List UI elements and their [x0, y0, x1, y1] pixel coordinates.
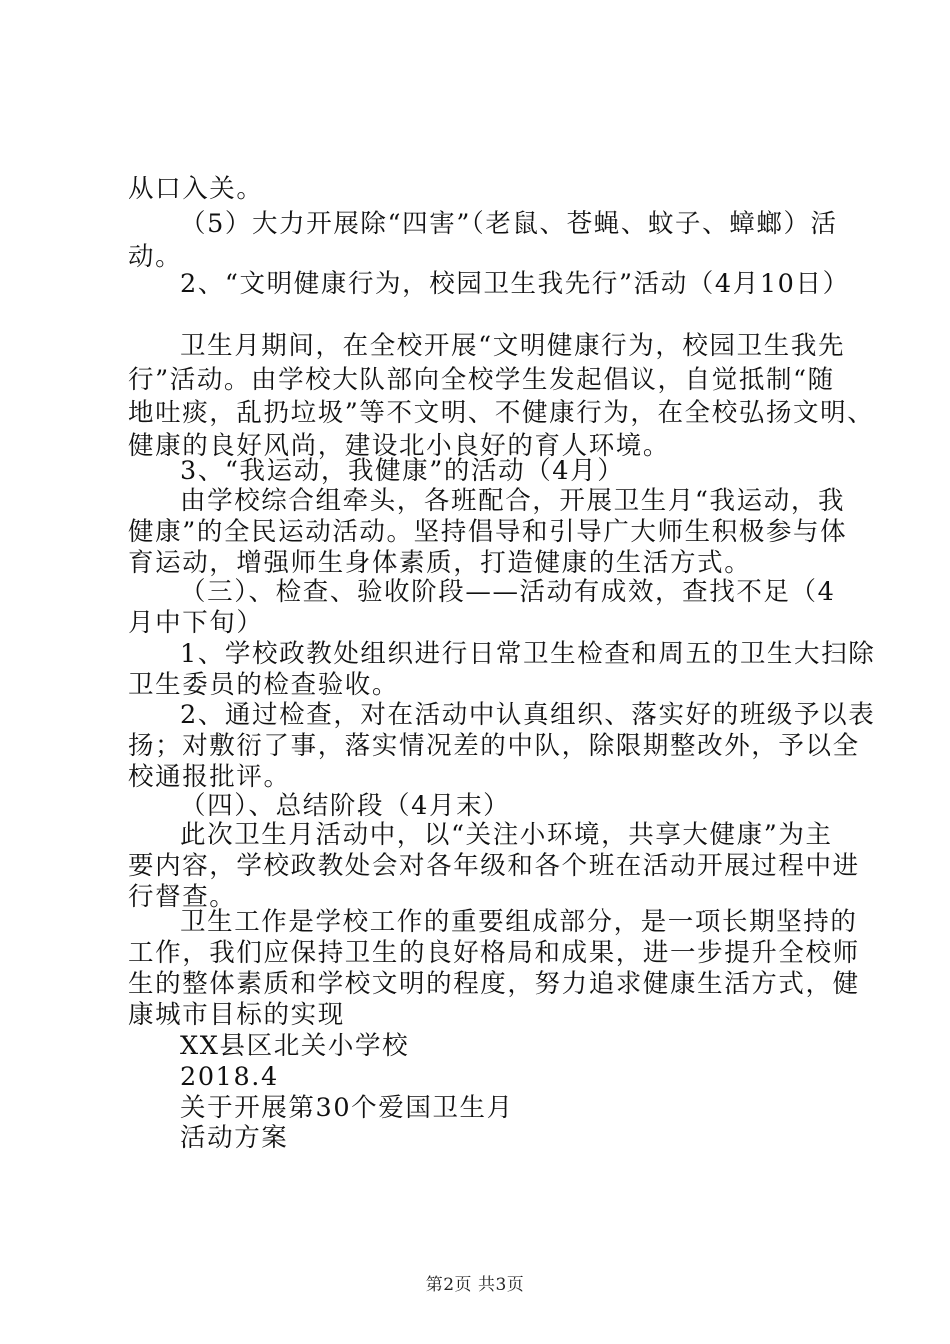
text-line: （5）大力开展除“四害”（老鼠、苍蝇、蚊子、蟑螂）活 — [180, 209, 838, 239]
text-line: 健康的良好风尚，建设北小良好的育人环境。 — [128, 431, 671, 461]
section-heading: 2、“文明健康行为，校园卫生我先行”活动（4月10日） — [180, 269, 850, 299]
text-line: 工作，我们应保持卫生的良好格局和成果，进一步提升全校师 — [128, 938, 860, 968]
text-line: 此次卫生月活动中，以“关注小环境，共享大健康”为主 — [180, 820, 833, 850]
text-line: 健康”的全民运动活动。坚持倡导和引导广大师生积极参与体 — [128, 517, 848, 547]
document-title-line: 关于开展第30个爱国卫生月 — [180, 1093, 514, 1123]
text-line: 校通报批评。 — [128, 762, 291, 792]
text-line: 1、学校政教处组织进行日常卫生检查和周五的卫生大扫除 — [180, 639, 876, 669]
text-line: 卫生委员的检查验收。 — [128, 670, 400, 700]
signature-date: 2018.4 — [180, 1062, 279, 1092]
text-line: 行”活动。由学校大队部向全校学生发起倡议，自觉抵制“随 — [128, 365, 835, 395]
text-line: 生的整体素质和学校文明的程度，努力追求健康生活方式，健 — [128, 969, 860, 999]
section-heading: （三）、检查、验收阶段——活动有成效，查找不足（4 — [180, 577, 836, 607]
text-line: 卫生工作是学校工作的重要组成部分，是一项长期坚持的 — [180, 907, 858, 937]
text-line: 育运动，增强师生身体素质，打造健康的生活方式。 — [128, 548, 752, 578]
text-line: 要内容，学校政教处会对各年级和各个班在活动开展过程中进 — [128, 851, 860, 881]
text-line: 由学校综合组牵头，各班配合，开展卫生月“我运动，我 — [180, 486, 846, 516]
page-indicator: 第2页 共3页 — [425, 1275, 525, 1295]
text-line: 动。 — [128, 242, 183, 272]
text-line: 卫生月期间，在全校开展“文明健康行为，校园卫生我先 — [180, 331, 846, 361]
text-line: 行督查。 — [128, 882, 237, 912]
text-line: 扬；对敷衍了事，落实情况差的中队，除限期整改外，予以全 — [128, 731, 860, 761]
text-line: 2、通过检查，对在活动中认真组织、落实好的班级予以表 — [180, 700, 876, 730]
section-heading: 3、“我运动，我健康”的活动（4月） — [180, 456, 625, 486]
text-line: 月中下旬） — [128, 608, 264, 638]
document-title-line: 活动方案 — [180, 1123, 289, 1153]
text-line: 从口入关。 — [128, 174, 264, 204]
signature-school: XX县区北关小学校 — [180, 1031, 410, 1061]
section-heading: （四）、总结阶段（4月末） — [180, 791, 511, 821]
text-line: 地吐痰，乱扔垃圾”等不文明、不健康行为，在全校弘扬文明、 — [128, 398, 875, 428]
text-line: 康城市目标的实现 — [128, 1000, 345, 1030]
